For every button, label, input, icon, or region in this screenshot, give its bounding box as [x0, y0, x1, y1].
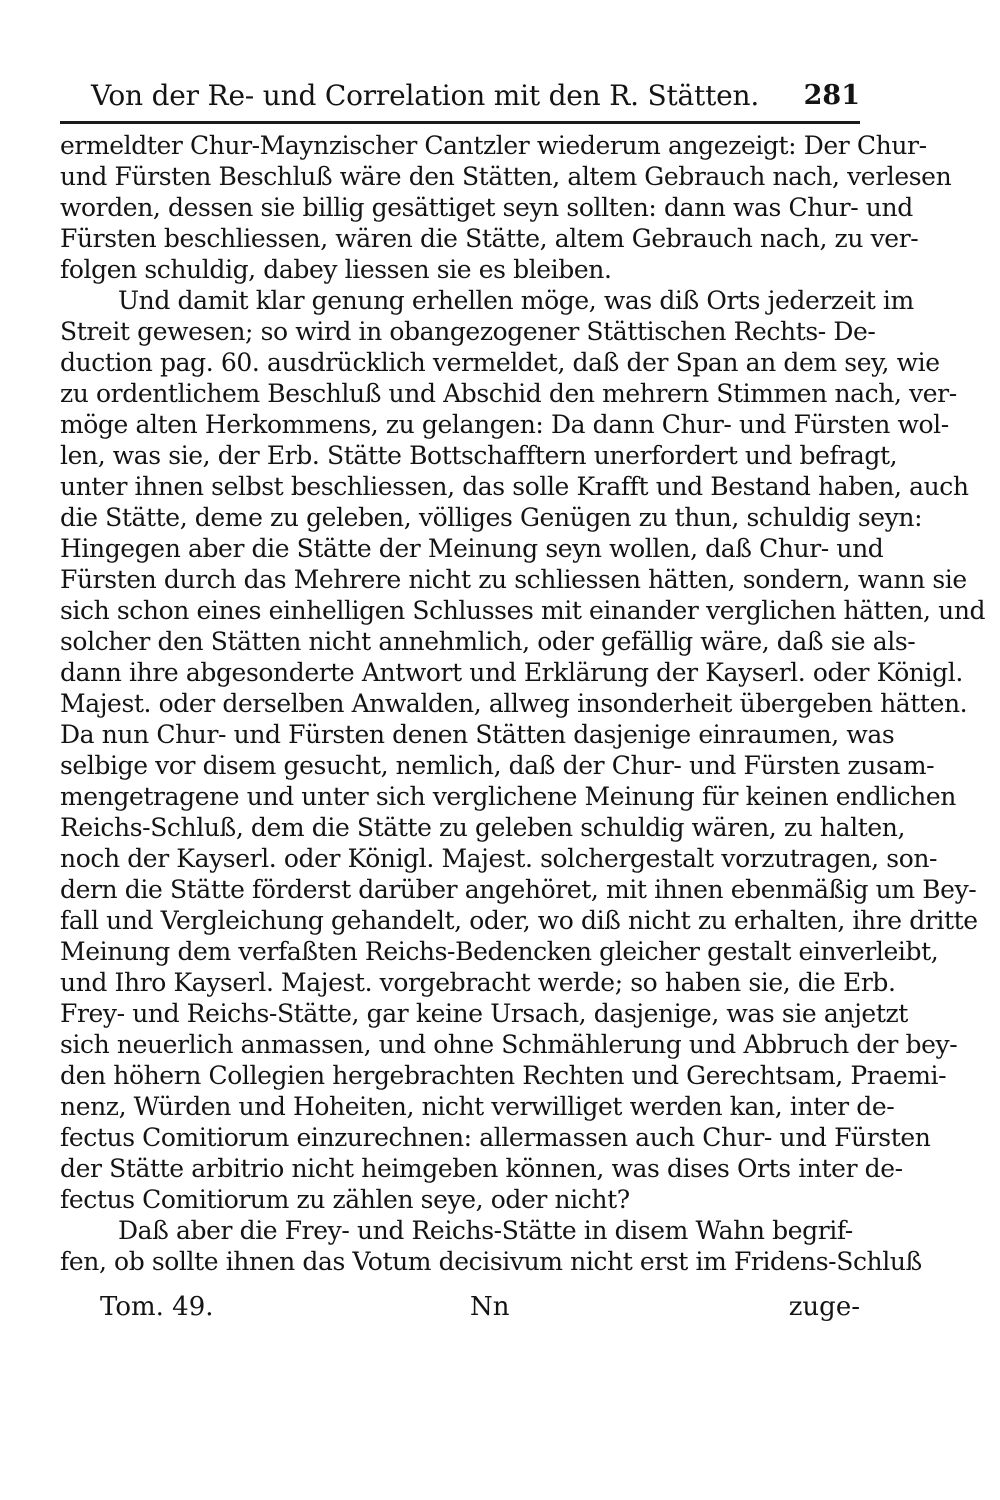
text-line: den höhern Collegien hergebrachten Rechten und Gerechtsam, Praemi-	[60, 1061, 947, 1090]
text-line: Fürsten beschliessen, wären die Stätte, altem Gebrauch nach, zu ver-	[60, 224, 919, 253]
text-line: nenz, Würden und Hoheiten, nicht verwilliget werden kan, inter de-	[60, 1092, 895, 1121]
page-number: 281	[803, 80, 860, 111]
running-title: Von der Re- und Correlation mit den R. Stätten.	[90, 79, 760, 112]
text-line: Fürsten durch das Mehrere nicht zu schliessen hätten, sondern, wann sie	[60, 565, 967, 594]
header-rule	[60, 121, 860, 124]
text-line: der Stätte arbitrio nicht heimgeben können, was dises Orts inter de-	[60, 1154, 903, 1183]
text-line: dern die Stätte förderst darüber angehöret, mit ihnen ebenmäßig um Bey-	[60, 875, 977, 904]
page-footer	[100, 1290, 860, 1324]
paragraph-start-line: Daß aber die Frey- und Reichs-Stätte in disem Wahn begrif-	[118, 1216, 853, 1245]
text-line: die Stätte, deme zu geleben, völliges Genügen zu thun, schuldig seyn:	[60, 503, 923, 532]
text-line: solcher den Stätten nicht annehmlich, oder gefällig wäre, daß sie als-	[60, 627, 916, 656]
text-line: Reichs-Schluß, dem die Stätte zu geleben schuldig wären, zu halten,	[60, 813, 906, 842]
text-line: Da nun Chur- und Fürsten denen Stätten dasjenige einraumen, was	[60, 720, 895, 749]
text-line: folgen schuldig, dabey liessen sie es bleiben.	[60, 255, 612, 284]
page-header	[60, 76, 860, 116]
text-line: duction pag. 60. ausdrücklich vermeldet, daß der Span an dem sey, wie	[60, 348, 940, 377]
text-line: unter ihnen selbst beschliessen, das solle Krafft und Bestand haben, auch	[60, 472, 969, 501]
text-line: fectus Comitiorum zu zählen seye, oder nicht?	[60, 1185, 630, 1214]
signature-mark: Nn	[470, 1292, 510, 1322]
text-line: dann ihre abgesonderte Antwort und Erklärung der Kayserl. oder Königl.	[60, 658, 963, 687]
text-line: ermeldter Chur-Maynzischer Cantzler wiederum angezeigt: Der Chur-	[60, 131, 927, 160]
text-line: len, was sie, der Erb. Stätte Bottschafftern unerfordert und befragt,	[60, 441, 898, 470]
text-line: sich schon eines einhelligen Schlusses mit einander verglichen hätten, und	[60, 596, 986, 625]
text-line: Frey- und Reichs-Stätte, gar keine Ursach, dasjenige, was sie anjetzt	[60, 999, 908, 1028]
text-line: möge alten Herkommens, zu gelangen: Da dann Chur- und Fürsten wol-	[60, 410, 949, 439]
text-line: mengetragene und unter sich verglichene Meinung für keinen endlichen	[60, 782, 956, 811]
text-line: fectus Comitiorum einzurechnen: allermassen auch Chur- und Fürsten	[60, 1123, 931, 1152]
text-line: Streit gewesen; so wird in obangezogener Stättischen Rechts- De-	[60, 317, 876, 346]
text-line: zu ordentlichem Beschluß und Abschid den mehrern Stimmen nach, ver-	[60, 379, 957, 408]
text-line: worden, dessen sie billig gesättiget seyn sollten: dann was Chur- und	[60, 193, 913, 222]
text-line: selbige vor disem gesucht, nemlich, daß der Chur- und Fürsten zusam-	[60, 751, 935, 780]
text-line: Majest. oder derselben Anwalden, allweg insonderheit übergeben hätten.	[60, 689, 968, 718]
text-line: fen, ob sollte ihnen das Votum decisivum nicht erst im Fridens-Schluß	[60, 1247, 922, 1276]
volume-mark: Tom. 49.	[100, 1292, 214, 1322]
paragraph-start-line: Und damit klar genung erhellen möge, was diß Orts jederzeit im	[118, 286, 914, 315]
text-line: und Ihro Kayserl. Majest. vorgebracht werde; so haben sie, die Erb.	[60, 968, 896, 997]
catchword: zuge-	[788, 1292, 860, 1322]
text-line: und Fürsten Beschluß wäre den Stätten, altem Gebrauch nach, verlesen	[60, 162, 952, 191]
text-line: fall und Vergleichung gehandelt, oder, wo diß nicht zu erhalten, ihre dritte	[60, 906, 978, 935]
text-line: Hingegen aber die Stätte der Meinung seyn wollen, daß Chur- und	[60, 534, 884, 563]
body-text	[60, 130, 986, 1277]
text-line: noch der Kayserl. oder Königl. Majest. solchergestalt vorzutragen, son-	[60, 844, 938, 873]
text-line: Meinung dem verfaßten Reichs-Bedencken gleicher gestalt einverleibt,	[60, 937, 939, 966]
text-line: sich neuerlich anmassen, und ohne Schmählerung und Abbruch der bey-	[60, 1030, 958, 1059]
